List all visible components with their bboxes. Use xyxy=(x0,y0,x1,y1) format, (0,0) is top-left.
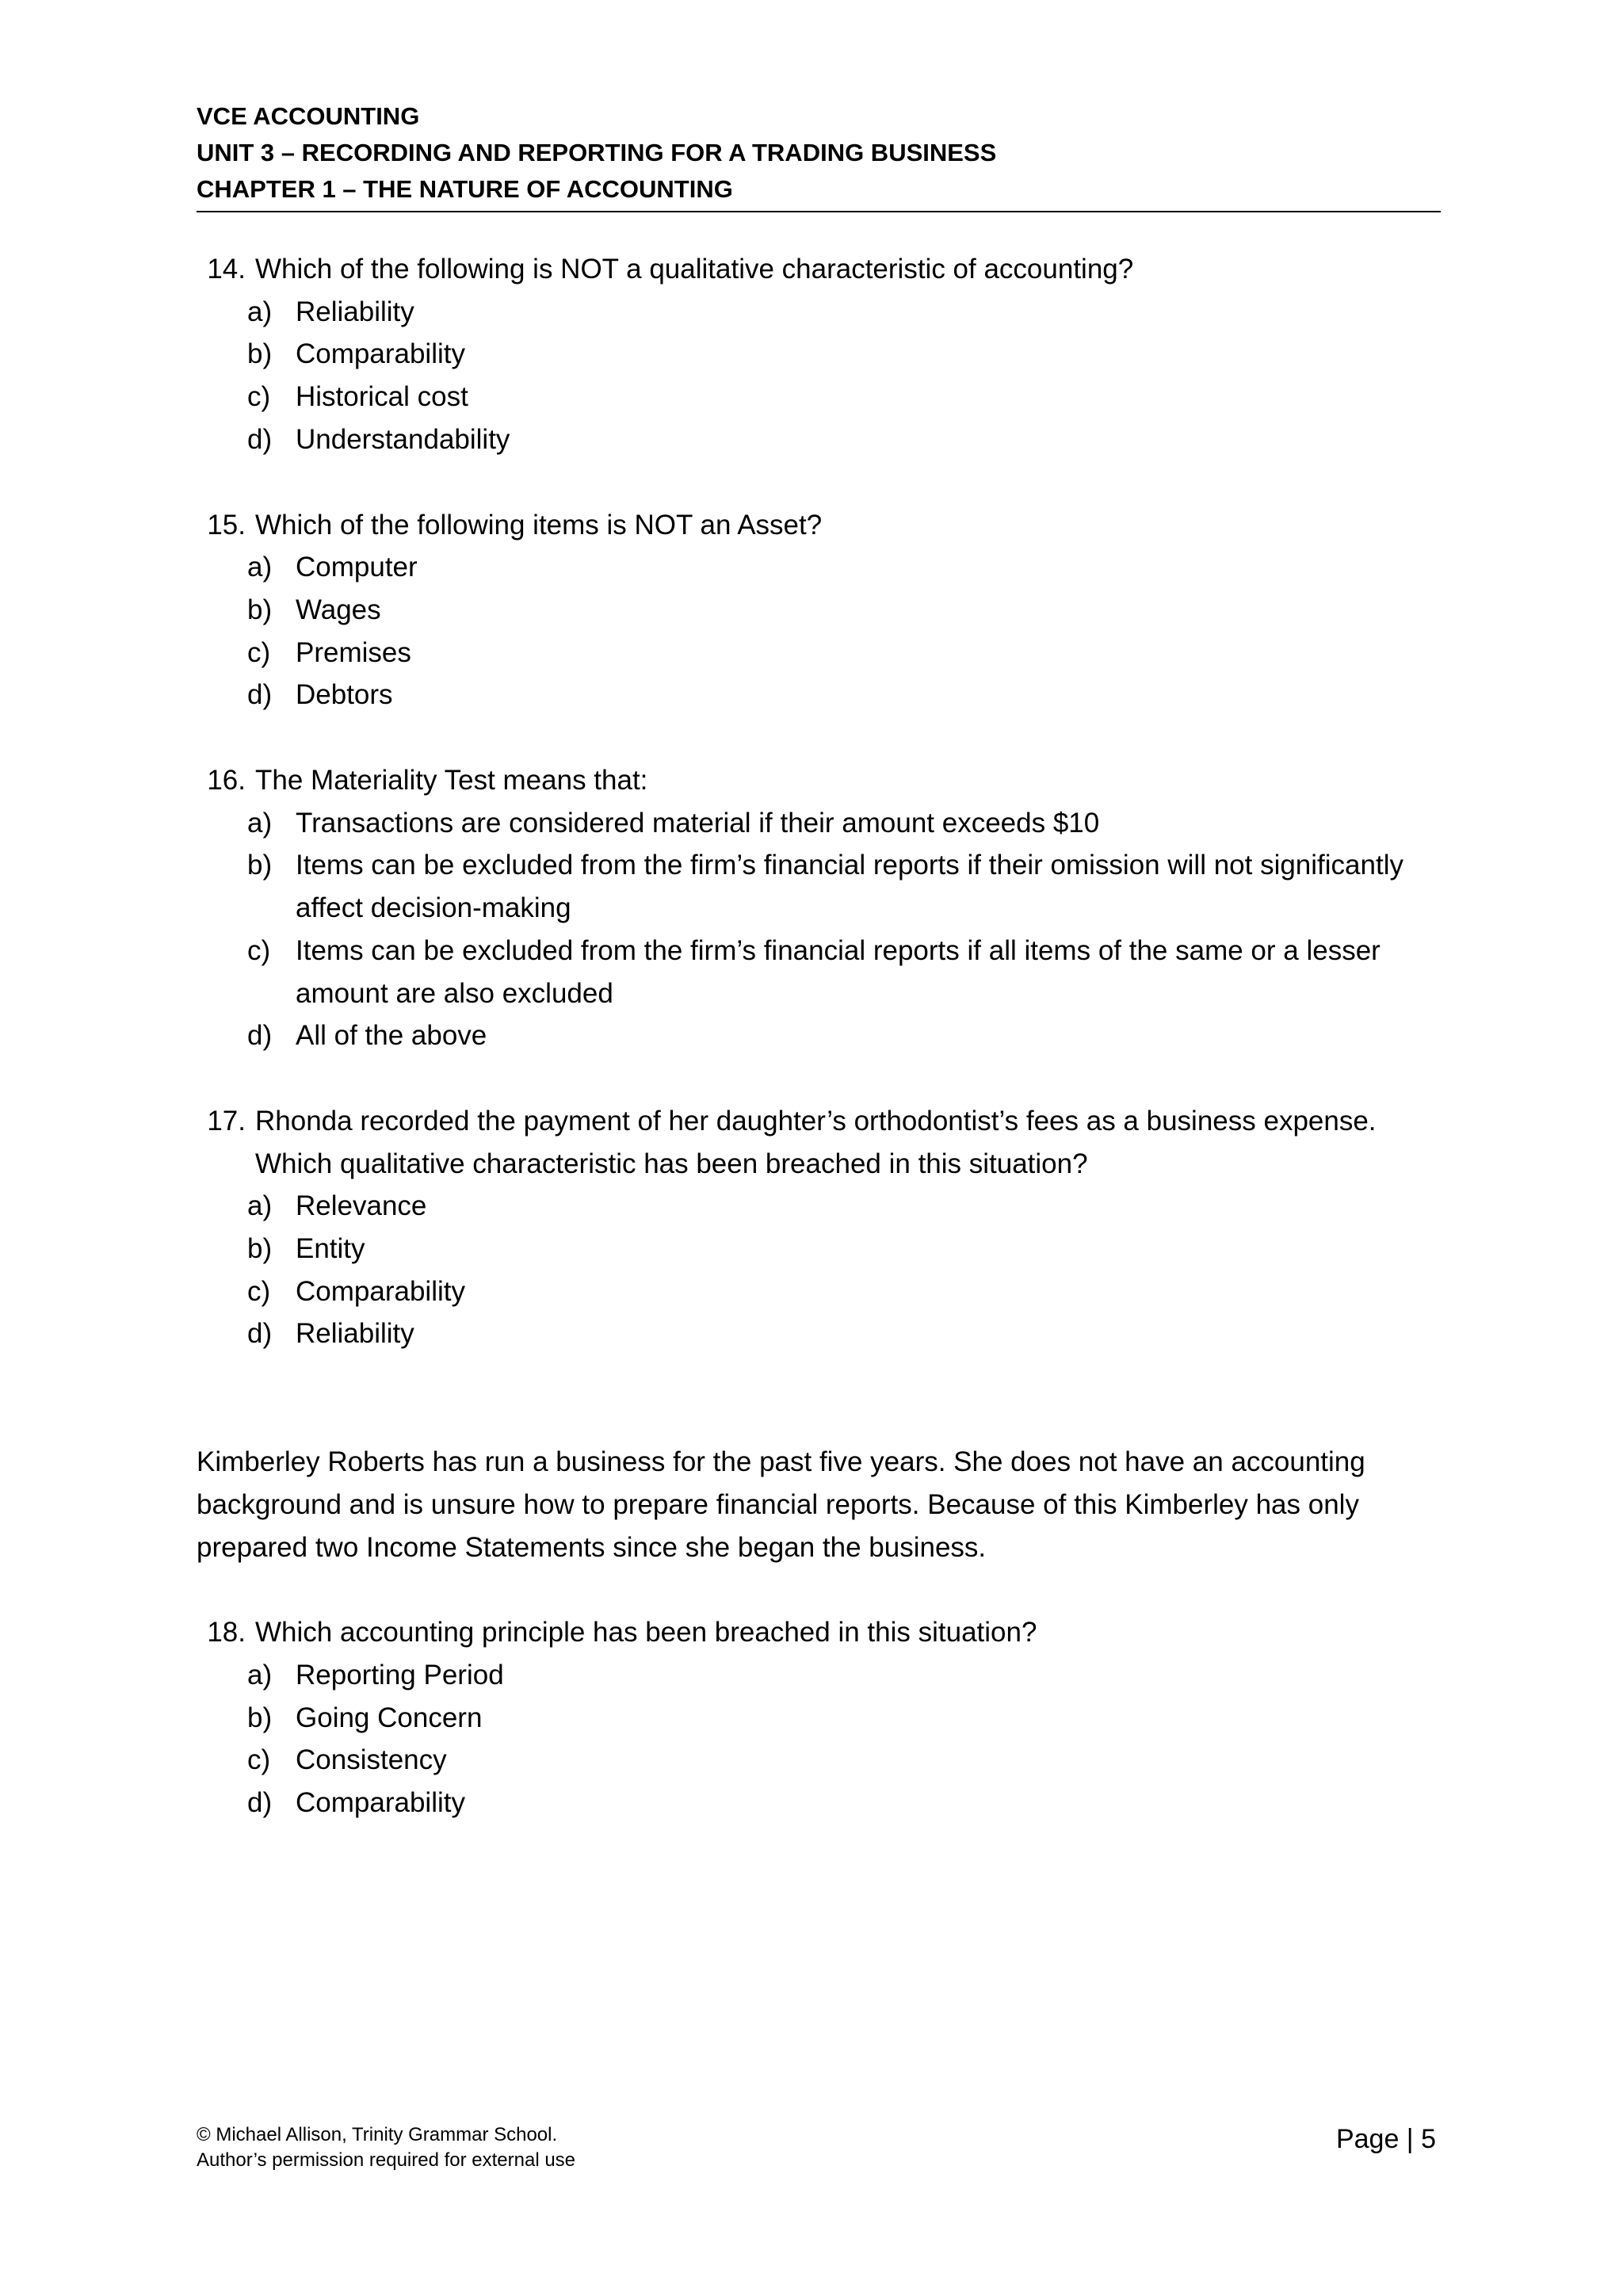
question-17 xyxy=(197,1100,1441,1355)
option-d: d) Understandability xyxy=(247,423,510,455)
option-a: a) Reporting Period xyxy=(247,1659,504,1690)
option-c: c) Items can be excluded from the firm’s financial reports if all items of the same or a lesser amount are also excluded xyxy=(247,934,1381,1009)
option-b: b) Comparability xyxy=(247,338,465,370)
option-d: d) Comparability xyxy=(247,1787,465,1819)
option-a: a) Reliability xyxy=(247,296,414,327)
question-15 xyxy=(197,504,1441,717)
question-16 xyxy=(197,759,1441,1057)
option-b: b) Going Concern xyxy=(247,1702,483,1733)
question-text: Which of the following is NOT a qualitative characteristic of accounting? xyxy=(255,254,1134,285)
page-header xyxy=(197,98,1441,212)
question-text: Which accounting principle has been breached in this situation? xyxy=(255,1617,1037,1648)
option-d: d) Reliability xyxy=(247,1318,414,1350)
option-c: c) Comparability xyxy=(247,1275,465,1307)
header-chapter: CHAPTER 1 – THE NATURE OF ACCOUNTING xyxy=(197,175,733,203)
header-course: VCE ACCOUNTING xyxy=(197,102,420,130)
question-number: 16. xyxy=(207,765,246,797)
question-18 xyxy=(197,1611,1441,1824)
option-c: c) Historical cost xyxy=(247,381,468,413)
option-a: a) Computer xyxy=(247,552,418,583)
page-number: Page | 5 xyxy=(1335,2124,1436,2154)
question-text: Rhonda recorded the payment of her daughter’s orthodontist’s fees as a business expense. Which qualitative characteristic has been breached in this situation? xyxy=(255,1105,1377,1179)
option-a: a) Relevance xyxy=(247,1190,427,1222)
footer-permission: Author’s permission required for external use xyxy=(197,2149,576,2171)
header-unit: UNIT 3 – RECORDING AND REPORTING FOR A TRADING BUSINESS xyxy=(197,139,997,166)
footer-copyright: © Michael Allison, Trinity Grammar School. xyxy=(197,2124,558,2145)
option-b: b) Entity xyxy=(247,1233,365,1265)
option-c: c) Consistency xyxy=(247,1744,447,1776)
option-b: b) Wages xyxy=(247,594,381,625)
question-number: 14. xyxy=(207,254,246,285)
option-d: d) Debtors xyxy=(247,679,393,711)
question-number: 18. xyxy=(207,1617,246,1648)
option-b: b) Items can be excluded from the firm’s financial reports if their omission will not significantly affect decision-making xyxy=(247,850,1403,924)
question-14 xyxy=(197,248,1441,461)
page-content xyxy=(197,248,1441,1867)
question-number: 15. xyxy=(207,509,246,541)
option-d: d) All of the above xyxy=(247,1020,487,1052)
option-a: a) Transactions are considered material if their amount exceeds $10 xyxy=(247,807,1100,839)
scenario-paragraph: Kimberley Roberts has run a business for the past five years. She does not have an accounting background and is unsure how to prepare financial reports. Because of this Kimberley has only prepared two Income Statements since she began the business. xyxy=(197,1446,1365,1563)
footer-copyright-block xyxy=(197,2122,575,2173)
option-c: c) Premises xyxy=(247,636,411,668)
question-text: Which of the following items is NOT an Asset? xyxy=(255,509,823,541)
question-text: The Materiality Test means that: xyxy=(255,765,648,797)
question-number: 17. xyxy=(207,1105,246,1137)
